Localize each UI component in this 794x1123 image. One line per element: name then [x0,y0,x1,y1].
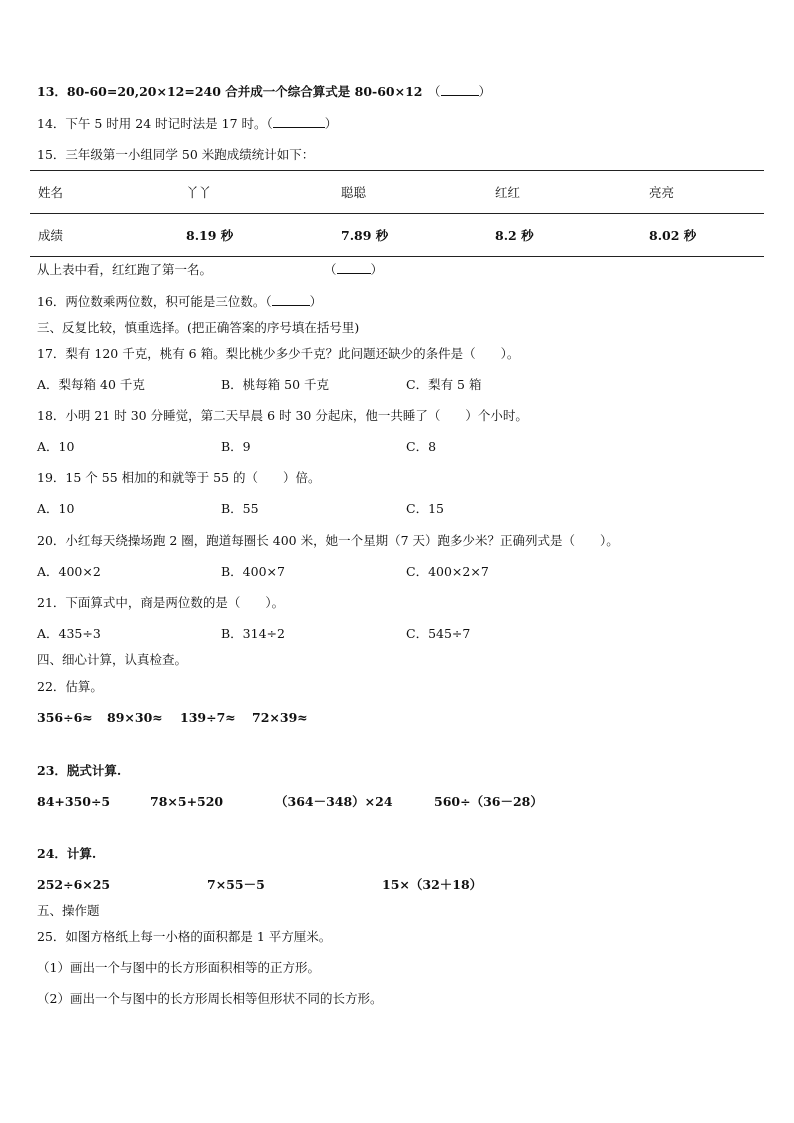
score-table [30,170,764,257]
table-cell: 8.19 秒 [178,214,333,257]
table-cell: 8.2 秒 [487,214,641,257]
question-15 [37,147,314,163]
question-16-text: 16．两位数乘两位数，积可能是三位数。（ [37,294,272,309]
question-25: 25．如图方格纸上每一小格的面积都是 1 平方厘米。 [37,929,332,944]
calc-item: （364－348）×24 [275,794,393,809]
calc-item: 7×55－5 [207,877,265,892]
calc-item: 252÷6×25 [37,877,111,892]
table-header-cell: 红红 [487,171,641,214]
option-18-c[interactable]: C．8 [406,439,437,454]
question-14-text: 14．下午 5 时用 24 时记时法是 17 时。（ [37,116,273,131]
question-18: 18．小明 21 时 30 分睡觉，第二天早晨 6 时 30 分起床，他一共睡了（ ）个小时。 [37,408,528,423]
section-3-heading: 三、反复比较，慎重选择。(把正确答案的序号填在括号里) [37,320,360,335]
option-18-b[interactable]: B．9 [221,439,251,454]
option-21-b[interactable]: B．314÷2 [221,626,285,641]
option-21-a[interactable]: A．435÷3 [37,626,101,641]
question-23: 23．脱式计算. [37,763,122,778]
question-24: 24．计算. [37,846,97,861]
table-header-cell: 亮亮 [641,171,764,214]
question-21: 21．下面算式中，商是两位数的是（ ）。 [37,595,285,610]
question-17: 17．梨有 120 千克，桃有 6 箱。梨比桃少多少千克？此问题还缺少的条件是（ ）。 [37,346,520,361]
question-15-text: 15．三年级第一小组同学 50 米跑成绩统计如下： [37,147,315,162]
question-25-sub1: （1）画出一个与图中的长方形面积相等的正方形。 [37,960,320,975]
option-20-a[interactable]: A．400×2 [37,564,101,579]
table-header-row [30,171,764,214]
option-19-a[interactable]: A．10 [37,501,75,516]
estimate-item: 89×30≈ [107,710,163,725]
option-19-c[interactable]: C．15 [406,501,444,516]
table-row [30,214,764,257]
section-5-heading: 五、操作题 [37,903,100,918]
table-cell: 成绩 [30,214,178,257]
question-19: 19．15 个 55 相加的和就等于 55 的（ ）倍。 [37,470,321,485]
question-25-sub2: （2）画出一个与图中的长方形周长相等但形状不同的长方形。 [37,991,383,1006]
question-13-text: 13．80-60=20,20×12=240 合并成一个综合算式是 80-60×12 [37,84,423,99]
table-cell: 8.02 秒 [641,214,764,257]
question-22: 22．估算。 [37,679,103,694]
question-15-statement: 从上表中看，红红跑了第一名。 [37,262,213,277]
answer-blank-14[interactable] [273,116,325,128]
table-header-cell: 丫丫 [178,171,333,214]
question-14: 14．下午 5 时用 24 时记时法是 17 时。（ ） [37,116,338,131]
table-cell: 7.89 秒 [333,214,487,257]
answer-blank-13[interactable]: （ ） [428,84,492,99]
calc-item: 78×5+520 [150,794,224,809]
question-16: 16．两位数乘两位数，积可能是三位数。（ ） [37,294,323,309]
option-19-b[interactable]: B．55 [221,501,259,516]
calc-item: 560÷（36－28） [434,794,543,809]
question-13 [37,84,422,100]
table-header-cell: 聪聪 [333,171,487,214]
calc-item: 84+350÷5 [37,794,111,809]
option-20-b[interactable]: B．400×7 [221,564,285,579]
answer-blank-16[interactable] [272,294,310,306]
section-4-heading: 四、细心计算，认真检查。 [37,652,188,667]
option-21-c[interactable]: C．545÷7 [406,626,471,641]
option-17-b[interactable]: B．桃每箱 50 千克 [221,377,330,392]
question-20: 20．小红每天绕操场跑 2 圈，跑道每圈长 400 米，她一个星期（7 天）跑多少米？正确列式是（ ）。 [37,533,619,548]
option-17-a[interactable]: A．梨每箱 40 千克 [37,377,145,392]
option-20-c[interactable]: C．400×2×7 [406,564,489,579]
calc-item: 15×（32＋18） [382,877,483,892]
answer-blank-15[interactable]: （ ） [324,262,384,277]
table-header-cell: 姓名 [30,171,178,214]
estimate-item: 139÷7≈ [180,710,236,725]
option-18-a[interactable]: A．10 [37,439,75,454]
option-17-c[interactable]: C．梨有 5 箱 [406,377,482,392]
estimate-item: 356÷6≈ [37,710,93,725]
estimate-item: 72×39≈ [252,710,308,725]
